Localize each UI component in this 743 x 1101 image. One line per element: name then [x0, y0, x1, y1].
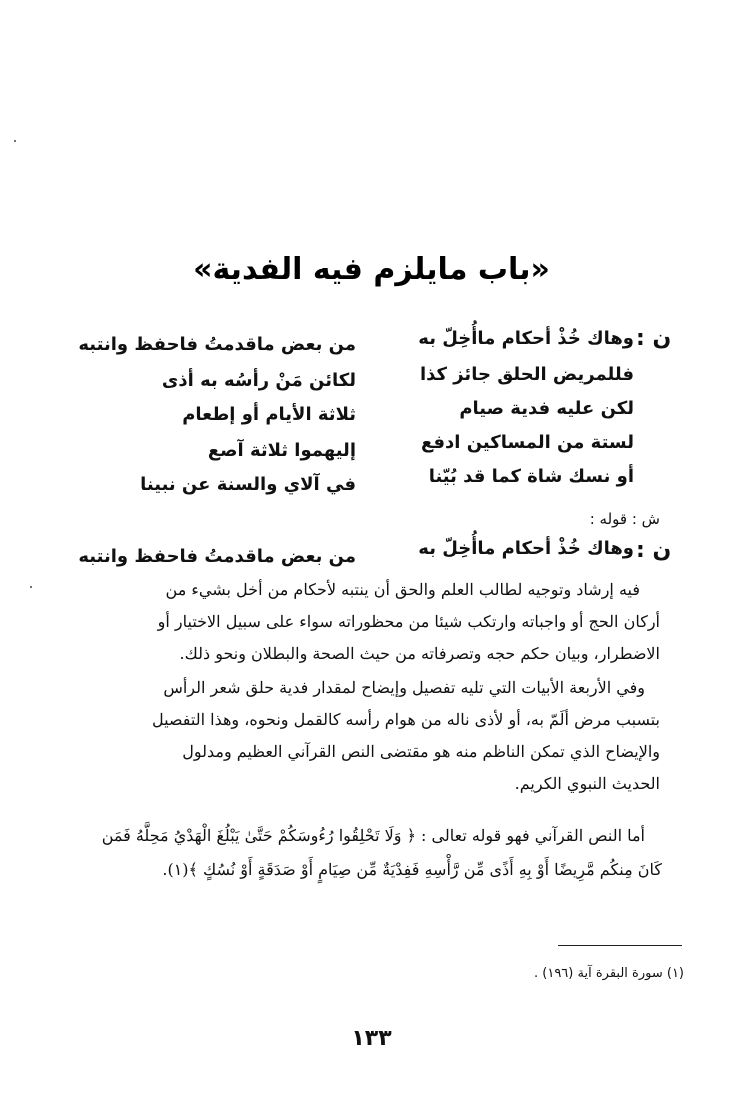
footnote: (١) سورة البقرة آية (١٩٦) . — [534, 966, 684, 981]
poem-line-left: من بعض ماقدمتُ فاحفظ وانتبه — [78, 334, 356, 355]
page-number: ١٣٣ — [351, 1026, 392, 1051]
poem-line-left: ثلاثة الأيام أو إطعام — [182, 404, 356, 425]
poem-line-right: أو نسك شاة كما قد بُيّنا — [428, 466, 634, 487]
poem-line-left: لكائن مَنْ رأسُه به أذى — [161, 370, 356, 391]
footnote-rule — [558, 945, 682, 946]
quran-line: أما النص القرآني فهو قوله تعالى : ﴿ وَلَا تَحْلِقُوا رُءُوسَكُمْ حَتَّىٰ يَبْلُغَ الْهَدْيُ مَحِلَّهُ فَمَن — [101, 826, 645, 845]
prose-line: الاضطرار، وبيان حكم حجه وتصرفاته من حيث الصحة والبطلان ونحو ذلك. — [179, 644, 660, 663]
prose-line: والإيضاح الذي تمكن الناظم منه هو مقتضى النص القرآني العظيم ومدلول — [182, 742, 660, 761]
repeat-line-left: من بعض ماقدمتُ فاحفظ وانتبه — [78, 546, 356, 567]
prose-line: أركان الحج أو واجباته وارتكب شيئا من محظوراته سواء على سبيل الاختيار أو — [157, 612, 660, 631]
scan-speck — [14, 140, 16, 142]
poem-line-left: إليهموا ثلاثة آصع — [207, 440, 356, 461]
prose-line: فيه إرشاد وتوجيه لطالب العلم والحق أن ينتبه لأحكام من أخل بشيء من — [165, 580, 640, 599]
sharh-label: ش : قوله : — [589, 510, 660, 528]
prose-line: الحديث النبوي الكريم. — [514, 774, 660, 793]
poem-line-right: لكن عليه فدية صيام — [459, 398, 634, 419]
poem-line-right: لستة من المساكين ادفع — [420, 432, 634, 453]
poem-marker: ن : — [636, 326, 672, 351]
section-title: «باب مايلزم فيه الفدية» — [193, 252, 550, 287]
prose-line: وفي الأربعة الأبيات التي تليه تفصيل وإيضاح لمقدار فدية حلق شعر الرأس — [163, 678, 645, 697]
repeat-line-right: وهاك خُذْ أحكام ماأُخِلّ به — [418, 538, 634, 559]
poem-line-right: وهاك خُذْ أحكام ماأُخِلّ به — [418, 328, 634, 349]
prose-line: بتسبب مرض ألَمّ به، أو لأذى ناله من هوام رأسه كالقمل ونحوه، وهذا التفصيل — [151, 710, 660, 729]
poem-line-right: فللمريض الحلق جائز كذا — [419, 364, 634, 385]
repeat-marker: ن : — [636, 538, 672, 563]
quran-line: كَانَ مِنكُم مَّرِيضًا أَوْ بِهِ أَذًى مِّن رَّأْسِهِ فَفِدْيَةٌ مِّن صِيَامٍ أَوْ صَدَقَةٍ أَوْ نُسُكٍ ﴾(١). — [162, 860, 662, 879]
poem-line-left: في آلاي والسنة عن نبينا — [140, 474, 356, 495]
scan-speck — [30, 586, 32, 588]
